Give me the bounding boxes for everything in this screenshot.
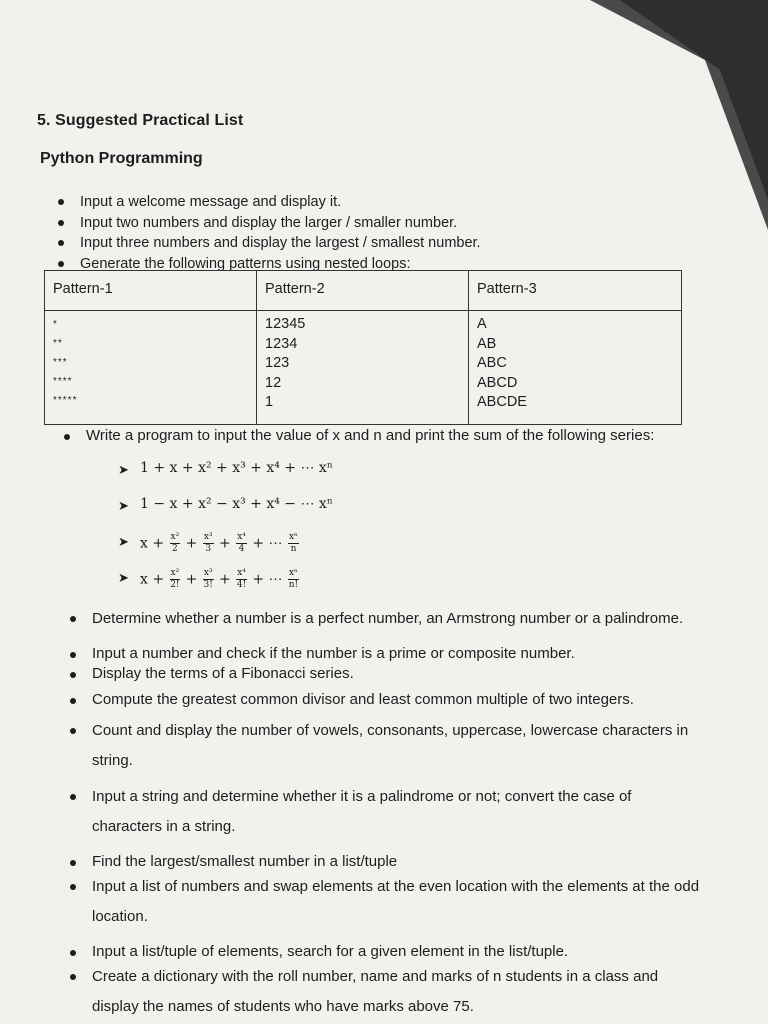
pattern-line: ***** bbox=[53, 395, 78, 406]
pattern-line: * bbox=[53, 319, 58, 330]
bullet-icon bbox=[58, 199, 64, 205]
list-item: Input two numbers and display the larger / smaller number. bbox=[58, 213, 481, 234]
series-dots: + ⋯ bbox=[252, 571, 283, 588]
list-item: Input a welcome message and display it. bbox=[58, 192, 481, 213]
pattern-line: 123 bbox=[265, 355, 290, 371]
basic-exercises-list bbox=[58, 192, 481, 274]
list-item: Input a number and check if the number is a prime or composite number. bbox=[70, 644, 700, 664]
bullet-icon bbox=[70, 652, 76, 658]
arrow-bullet-icon: ➤ bbox=[118, 534, 129, 549]
bullet-icon bbox=[70, 950, 76, 956]
series-1 bbox=[118, 460, 333, 496]
bullet-icon bbox=[70, 794, 76, 800]
pattern-line: 12 bbox=[265, 374, 282, 391]
fraction: $\frac{\text{x⁴}}{4}$ bbox=[237, 532, 246, 554]
list-item: Input a list/tuple of elements, search for a given element in the list/tuple. bbox=[70, 942, 700, 962]
series-4: ➤ x + $\frac{\text{x²}}{2!}$ + $\frac{\text{x³}}{3!}$ + $\frac{\text{x⁴}}{4!}$ + ⋯ $\frac{\text{xⁿ}}{n!}$ bbox=[118, 568, 299, 590]
bullet-icon bbox=[58, 240, 64, 246]
bullet-icon bbox=[70, 698, 76, 704]
series-list bbox=[118, 460, 333, 604]
series-dots: + ⋯ bbox=[252, 535, 283, 552]
list-item: Generate the following patterns using nested loops: bbox=[58, 254, 481, 275]
pattern-line: ABCD bbox=[477, 374, 518, 391]
arrow-bullet-icon: ➤ bbox=[118, 570, 129, 585]
table-row bbox=[45, 311, 682, 425]
list-item: Write a program to input the value of x and n and print the sum of the following series: bbox=[64, 427, 694, 445]
fraction: $\frac{\text{x⁴}}{4!}$ bbox=[236, 568, 247, 590]
pattern-line: ABC bbox=[477, 355, 507, 371]
pattern-line: 12345 bbox=[265, 316, 306, 332]
header-pattern-3: Pattern-3 bbox=[469, 271, 682, 311]
series-formula: 1 + x + x² + x³ + x⁴ + ⋯ xⁿ bbox=[140, 460, 333, 476]
advanced-exercises-list bbox=[70, 604, 700, 1022]
fraction: $\frac{\text{xⁿ}}{n}$ bbox=[288, 532, 298, 554]
subsection-heading: Python Programming bbox=[40, 150, 203, 167]
patterns-table bbox=[44, 270, 682, 425]
bullet-icon bbox=[64, 434, 70, 440]
fraction: $\frac{\text{x²}}{2}$ bbox=[170, 532, 180, 554]
bullet-icon bbox=[70, 616, 76, 622]
series-formula: 1 − x + x² − x³ + x⁴ − ⋯ xⁿ bbox=[140, 496, 333, 512]
pattern-line: 1 bbox=[265, 394, 274, 410]
pattern-line: 1234 bbox=[265, 335, 298, 352]
fraction: $\frac{\text{x²}}{2!}$ bbox=[170, 568, 180, 590]
list-item: Determine whether a number is a perfect number, an Armstrong number or a palindrome. bbox=[70, 604, 700, 634]
bullet-icon bbox=[70, 672, 76, 678]
list-item: Display the terms of a Fibonacci series. bbox=[70, 664, 700, 684]
bullet-icon bbox=[58, 220, 64, 226]
bullet-icon bbox=[70, 974, 76, 980]
arrow-bullet-icon: ➤ bbox=[118, 462, 129, 477]
series-3: ➤ x + $\frac{\text{x²}}{2}$ + $\frac{\text{x³}}{3}$ + $\frac{\text{x⁴}}{4}$ + ⋯ $\frac{\text{xⁿ}}{n}$ bbox=[118, 532, 298, 554]
series-exercise-list bbox=[64, 427, 694, 445]
series-lead: x + bbox=[140, 535, 165, 552]
fraction: $\frac{\text{x³}}{3}$ bbox=[203, 532, 213, 554]
pattern-line: *** bbox=[53, 357, 68, 368]
section-heading: 5. Suggested Practical List bbox=[37, 112, 244, 129]
bullet-icon bbox=[58, 261, 64, 267]
header-pattern-2: Pattern-2 bbox=[257, 271, 469, 311]
series-2 bbox=[118, 496, 333, 532]
pattern-2-cell bbox=[257, 311, 469, 425]
pattern-line: **** bbox=[53, 376, 73, 387]
list-item: Find the largest/smallest number in a list/tuple bbox=[70, 852, 700, 872]
pattern-line: ABCDE bbox=[477, 394, 527, 410]
bullet-icon bbox=[70, 728, 76, 734]
list-item: Input three numbers and display the largest / smallest number. bbox=[58, 233, 481, 254]
pattern-line: A bbox=[477, 316, 487, 332]
list-item: Count and display the number of vowels, consonants, uppercase, lowercase characters in string. bbox=[70, 716, 700, 776]
list-item: Input a list of numbers and swap elements at the even location with the elements at the odd location. bbox=[70, 872, 700, 932]
fraction: $\frac{\text{x³}}{3!}$ bbox=[203, 568, 213, 590]
list-item: Create a dictionary with the roll number, name and marks of n students in a class and display the names of students who have marks above 75. bbox=[70, 962, 700, 1022]
table-header-row bbox=[45, 271, 682, 311]
arrow-bullet-icon: ➤ bbox=[118, 498, 129, 513]
bullet-icon bbox=[70, 884, 76, 890]
list-item: Compute the greatest common divisor and least common multiple of two integers. bbox=[70, 690, 700, 710]
bullet-icon bbox=[70, 860, 76, 866]
pattern-3-cell bbox=[469, 311, 682, 425]
list-item: Input a string and determine whether it is a palindrome or not; convert the case of characters in a string. bbox=[70, 782, 700, 842]
header-pattern-1: Pattern-1 bbox=[45, 271, 257, 311]
fraction: $\frac{\text{xⁿ}}{n!}$ bbox=[288, 568, 299, 590]
series-lead: x + bbox=[140, 571, 165, 588]
pattern-1-cell bbox=[45, 311, 257, 425]
pattern-line: AB bbox=[477, 335, 497, 352]
pattern-line: ** bbox=[53, 338, 63, 349]
